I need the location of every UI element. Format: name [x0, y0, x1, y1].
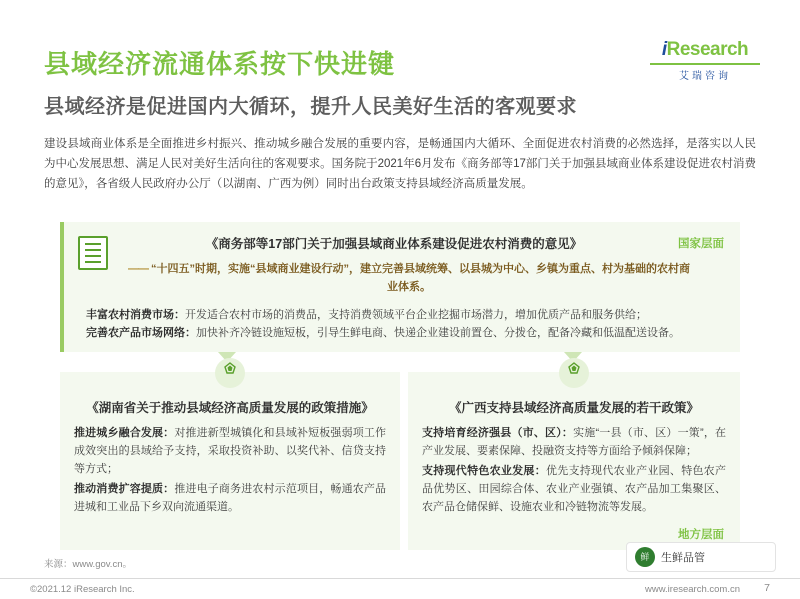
page-subtitle: 县域经济是促进国内大循环，提升人民美好生活的客观要求 — [44, 96, 577, 118]
intro-paragraph: 建设县域商业体系是全面推进乡村振兴、推动城乡融合发展的重要内容，是畅通国内大循环、全面促进农村消费的必然选择，是落实以人民为中心发展思想、满足人民对美好生活向往的客观要求。国务院于2021年6月发布《商务部等17部门关于加强县域商业体系建设促进农村消费的意见》，各省级人民政府办公厅（以湖南、广西为例）同时出台政策支持县域经济高质量发展。 — [44, 138, 756, 190]
list-item-label: 支持培育经济强县（市、区）： — [422, 427, 574, 439]
list-item — [74, 424, 386, 478]
page-number: 7 — [764, 582, 770, 594]
copyright-text: ©2021.12 iResearch Inc. — [30, 584, 135, 595]
list-item-text: 优先支持现代农业产业园、特色农产品优势区、田园综合体、农业产业强镇、农产品加工集聚区、农产品仓储保鲜、设施农业和冷链物流等发展。 — [422, 465, 727, 513]
national-policy-items — [86, 306, 724, 342]
national-level-badge: 国家层面 — [678, 238, 724, 250]
dash-mark: —— — [127, 263, 148, 275]
watermark-label: 生鲜品管 — [661, 552, 705, 564]
national-policy-card — [60, 222, 740, 352]
guangxi-policy-card — [408, 372, 740, 550]
logo-wordmark — [650, 40, 760, 59]
footer-divider — [0, 578, 800, 579]
hunan-policy-title: 《湖南省关于推动县域经济高质量发展的政策措施》 — [86, 401, 374, 415]
hunan-policy-items — [74, 424, 386, 516]
list-item — [422, 424, 726, 460]
hunan-policy-card — [60, 372, 400, 550]
national-policy-subtitle-text: “十四五”时期，实施“县域商业建设行动”，建立完善县域统筹、以县城为中心、乡镇为重点、村为基础的农村商业体系。 — [151, 263, 691, 293]
list-item-label: 支持现代特色农业发展： — [422, 465, 546, 477]
source-note: 来源：www.gov.cn。 — [44, 559, 132, 570]
list-item-label: 推进城乡融合发展： — [74, 427, 175, 439]
list-item-text: 加快补齐冷链设施短板，引导生鲜电商、快递企业建设前置仓、分拨仓，配备冷藏和低温配送设备。 — [196, 327, 680, 339]
local-level-badge: 地方层面 — [678, 529, 724, 541]
list-item-label: 推动消费扩容提质： — [74, 483, 175, 495]
list-item-label: 完善农产品市场网络： — [86, 327, 196, 339]
logo-word-research: Research — [666, 39, 749, 60]
list-item-text: 对推进新型城镇化和县域补短板强弱项工作成效突出的县域给予支持，采取投资补助、以奖代补、信贷支持等方式； — [74, 427, 387, 475]
leaf-icon — [559, 358, 589, 388]
list-item — [86, 324, 724, 342]
list-item-text: 实施“一县（市、区）一策”，在产业发展、要素保障、投融资支持等方面给予倾斜保障； — [422, 427, 727, 457]
watermark-badge — [626, 542, 776, 572]
iresearch-logo — [650, 40, 760, 82]
page-title: 县域经济流通体系按下快进键 — [44, 49, 396, 79]
logo-chinese-name: 艾瑞咨询 — [679, 71, 731, 82]
list-item — [74, 480, 386, 516]
list-item-text: 开发适合农村市场的消费品，支持消费领域平台企业挖掘市场潜力，增加优质产品和服务供给； — [185, 309, 647, 321]
document-icon — [78, 236, 108, 270]
logo-letter-i: i — [661, 39, 667, 60]
guangxi-policy-title: 《广西支持县域经济高质量发展的若干政策》 — [448, 401, 699, 415]
leaf-icon — [215, 358, 245, 388]
list-item-text: 推进电子商务进农村示范项目，畅通农产品进城和工业品下乡双向流通渠道。 — [74, 483, 387, 513]
logo-divider — [650, 63, 760, 65]
list-item — [86, 306, 724, 324]
list-item — [422, 462, 726, 516]
national-policy-title: 《商务部等17部门关于加强县域商业体系建设促进农村消费的意见》 — [205, 237, 583, 251]
avatar: 鲜 — [635, 547, 655, 567]
footer-url: www.iresearch.com.cn — [644, 584, 740, 595]
guangxi-policy-items — [422, 424, 726, 516]
list-item-label: 丰富农村消费市场： — [86, 309, 185, 321]
national-policy-subtitle — [124, 260, 724, 296]
